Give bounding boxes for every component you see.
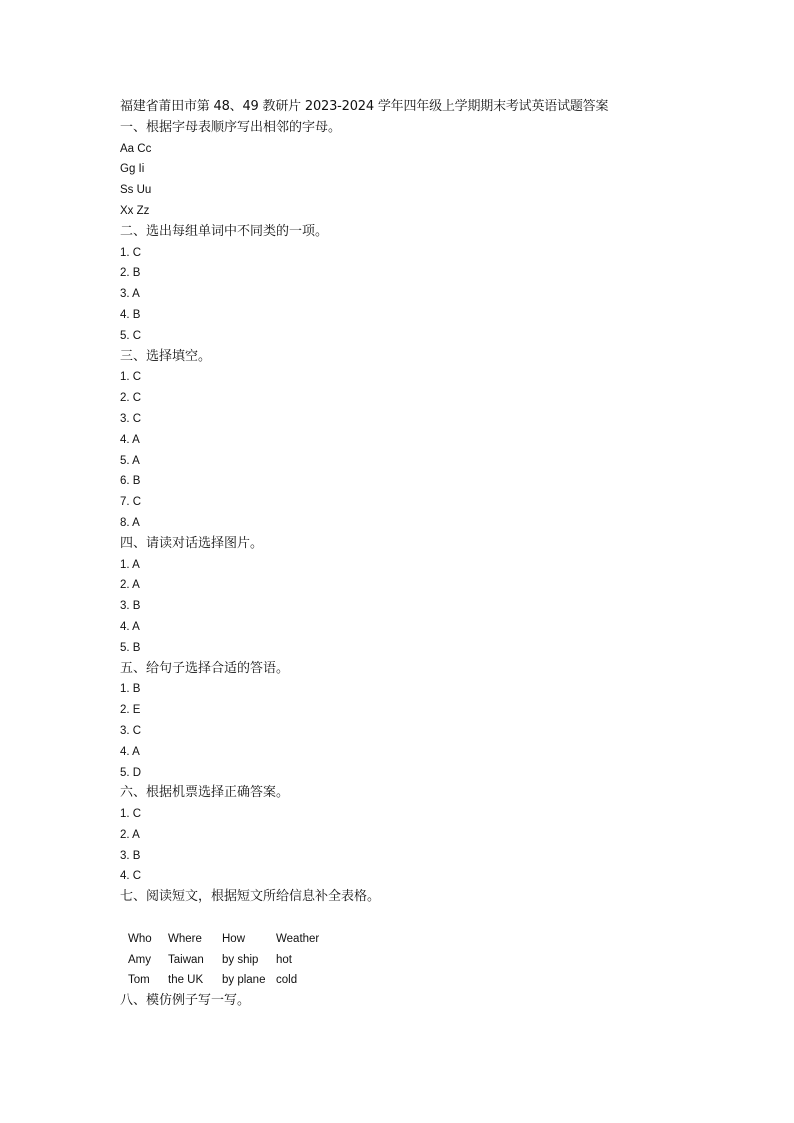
answer-item: 6. B — [120, 475, 141, 488]
answer-item: 1. A — [120, 558, 140, 571]
table-cell: Taiwan — [168, 953, 204, 966]
answer-item: Ss Uu — [120, 184, 152, 197]
section-heading: 四、请读对话选择图片。 — [120, 535, 264, 551]
answer-item: 3. B — [120, 849, 141, 862]
answer-item: Aa Cc — [120, 142, 152, 155]
table-cell: by ship — [222, 953, 259, 966]
answer-item: 5. A — [120, 454, 140, 467]
answer-item: 2. B — [120, 267, 141, 280]
answer-item: 8. A — [120, 516, 140, 529]
table-cell: hot — [276, 953, 292, 966]
section-heading: 六、根据机票选择正确答案。 — [120, 785, 290, 801]
info-table — [126, 929, 342, 991]
answer-item: Xx Zz — [120, 204, 150, 217]
table-cell: cold — [276, 974, 298, 987]
answer-item: 4. B — [120, 308, 141, 321]
answer-item: 5. B — [120, 641, 141, 654]
answer-item: 4. A — [120, 433, 140, 446]
table-header-cell: Who — [128, 932, 152, 945]
answer-item: 4. A — [120, 620, 140, 633]
section-7 — [120, 887, 760, 991]
section-1 — [120, 118, 760, 222]
answer-item: 4. C — [120, 870, 142, 883]
table-row — [126, 950, 342, 971]
document-title: 福建省莆田市第 48、49 教研片 2023-2024 学年四年级上学期期末考试英语试题答案 — [120, 99, 609, 114]
section-heading: 七、阅读短文，根据短文所给信息补全表格。 — [120, 889, 381, 905]
table-cell: Amy — [128, 953, 151, 966]
section-3 — [120, 347, 760, 534]
answer-item: 1. B — [120, 683, 141, 696]
table-cell: the UK — [168, 974, 204, 987]
answer-item: 3. C — [120, 724, 142, 737]
answer-item: 2. A — [120, 579, 140, 592]
table-cell: Tom — [128, 974, 150, 987]
section-2 — [120, 222, 760, 347]
answer-item: 3. A — [120, 288, 140, 301]
section-heading: 二、选出每组单词中不同类的一项。 — [120, 223, 329, 239]
answer-item: 7. C — [120, 496, 142, 509]
section-4 — [120, 534, 760, 659]
document-page — [120, 97, 760, 1012]
table-header-cell: Weather — [276, 932, 320, 945]
table-cell: by plane — [222, 974, 266, 987]
answer-item: 1. C — [120, 371, 142, 384]
answer-item: 1. C — [120, 808, 142, 821]
blank-line — [120, 908, 760, 929]
table-header-cell: Where — [168, 932, 202, 945]
section-5 — [120, 659, 760, 784]
section-heading: 三、选择填空。 — [120, 348, 212, 364]
answer-item: 5. D — [120, 766, 142, 779]
table-header-row — [126, 929, 342, 950]
section-heading: 一、根据字母表顺序写出相邻的字母。 — [120, 119, 342, 135]
table-row — [126, 970, 342, 991]
answer-item: Gg Ii — [120, 163, 145, 176]
table-header-cell: How — [222, 932, 246, 945]
answer-item: 4. A — [120, 745, 140, 758]
final-section-heading: 八、模仿例子写一写。 — [120, 993, 251, 1009]
answer-item: 5. C — [120, 329, 142, 342]
answer-item: 1. C — [120, 246, 142, 259]
answer-item: 2. A — [120, 828, 140, 841]
answer-item: 3. C — [120, 412, 142, 425]
answer-item: 2. E — [120, 704, 141, 717]
section-6 — [120, 783, 760, 887]
answer-item: 2. C — [120, 392, 142, 405]
section-heading: 五、给句子选择合适的答语。 — [120, 660, 290, 676]
answer-item: 3. B — [120, 600, 141, 613]
